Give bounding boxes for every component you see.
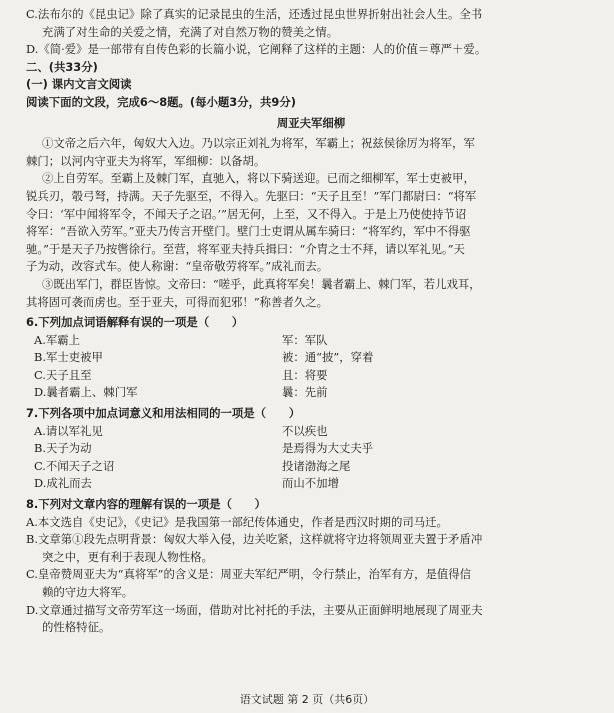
option-left: D.曩者霸上、棘门军 [34,385,138,400]
option-right: 曩：先前 [282,385,328,400]
option-right: 被：通“披”，穿着 [282,350,374,365]
option-row [26,367,596,385]
text-line: ①文帝之后六年，匈奴大入边。乃以宗正刘礼为将军，军霸上；祝兹侯徐厉为将军，军 [42,136,475,151]
previous-option-d [26,41,596,59]
text-line: 的性格特征。 [42,620,111,635]
text-line: C.法布尔的《昆虫记》除了真实的记录昆虫的生活，还透过昆虫世界折射出社会人生。全书 [26,7,483,21]
text-line: 其将固可袭而虏也。至于亚夫，可得而犯邪！”称善者久之。 [26,294,328,309]
option-left: B.天子为动 [34,441,92,456]
option-left: B.军士吏被甲 [34,350,103,365]
text-line: B.文章第①段先点明背景：匈奴大举入侵，边关吃紧，这样就将守边将领周亚夫置于矛盾冲 [26,532,483,547]
instruction: 阅读下面的文段，完成6～8题。(每小题3分，共9分) [26,94,296,109]
text-line: ③既出军门，群臣皆惊。文帝曰：“嗟乎，此真将军矣！曩者霸上、棘门军，若儿戏耳， [42,276,481,291]
option-right: 不以疾也 [282,423,328,438]
text-line: 充满了对生命的关爱之情，充满了对自然万物的赞美之情。 [42,24,339,39]
text-line: A.本文选自《史记》，《史记》是我国第一部纪传体通史，作者是西汉时期的司马迁。 [26,514,448,529]
text-line: D.文章通过描写文帝劳军这一场面，借助对比衬托的手法，主要从正面鲜明地展现了周亚夫 [26,602,483,617]
option-row [26,475,596,493]
passage-title: 周亚夫军细柳 [276,115,346,130]
previous-option-c [26,6,596,41]
option-right: 是焉得为大丈夫乎 [282,441,374,456]
option-row [26,349,596,367]
option-row [26,384,596,402]
text-line: ②上自劳军。至霸上及棘门军，直驰入，将以下骑送迎。已而之细柳军，军士吏被甲， [42,171,475,186]
option-row [26,440,596,458]
text-line: 锐兵刃，彀弓弩，持满。天子先驱至，不得入。先驱曰：“天子且至！”军门都尉曰：“将军 [26,188,477,203]
question-8-stem: 8.下列对文章内容的理解有误的一项是（ ） [26,497,267,512]
option-row [26,423,596,441]
section-heading: 二、(共33分) [26,59,98,74]
option-right: 投诸渤海之尾 [282,458,351,473]
text-line: D.《简·爱》是一部带有自传色彩的长篇小说，它阐释了这样的主题：人的价值＝尊严＋爱。 [26,42,487,57]
text-line: 驰。”于是天子乃按辔徐行。至营，将军亚夫持兵揖曰：“介胄之士不拜，请以军礼见。”天 [26,241,465,256]
option-row [26,458,596,476]
question-6-stem: 6.下列加点词语解释有误的一项是（ ） [26,315,244,330]
paragraph-1 [26,135,596,170]
page-footer: 语文试题 第 2 页（共6页） [239,693,375,707]
text-line: C.皇帝赞周亚夫为“真将军”的含义是：周亚夫军纪严明，令行禁止，治军有方，是值得信 [26,567,472,582]
question-7-stem: 7.下列各项中加点词意义和用法相同的一项是（ ） [26,406,301,421]
option-right: 而山不加增 [282,476,339,491]
text-line: 突之中，更有利于表现人物性格。 [42,549,213,564]
text-line: 子为动，改容式车。使人称谢：“皇帝敬劳将军。”成礼而去。 [26,259,329,274]
text-line: 赖的守边大将军。 [42,585,134,599]
question-8-option-a [26,514,596,532]
question-6-options [26,332,596,402]
question-8-option-c [26,566,596,601]
option-row [26,332,596,350]
option-left: A.军霸上 [34,332,81,347]
option-left: C.不闻天子之诏 [34,458,115,473]
paragraph-2 [26,170,596,276]
option-right: 且：将要 [282,367,328,382]
option-left: A.请以军礼见 [34,423,103,438]
text-line: 棘门；以河内守亚夫为将军，军细柳：以备胡。 [26,153,266,168]
text-line: 令曰：‘军中闻将军令，不闻天子之诏。’”居无何，上至，又不得入。于是上乃使使持节诏 [26,206,467,221]
text-line: 将军：“吾欲入劳军。”亚夫乃传言开壁门。壁门士吏谓从属车骑曰：“将军约，军中不得驱 [26,224,471,239]
option-left: D.成礼而去 [34,476,92,491]
question-7-options [26,423,596,493]
option-left: C.天子且至 [34,367,92,382]
paragraph-3 [26,276,596,311]
question-8-option-b [26,531,596,566]
subsection-heading: (一) 课内文言文阅读 [26,77,132,92]
option-right: 军：军队 [282,332,328,347]
question-8-option-d [26,602,596,637]
